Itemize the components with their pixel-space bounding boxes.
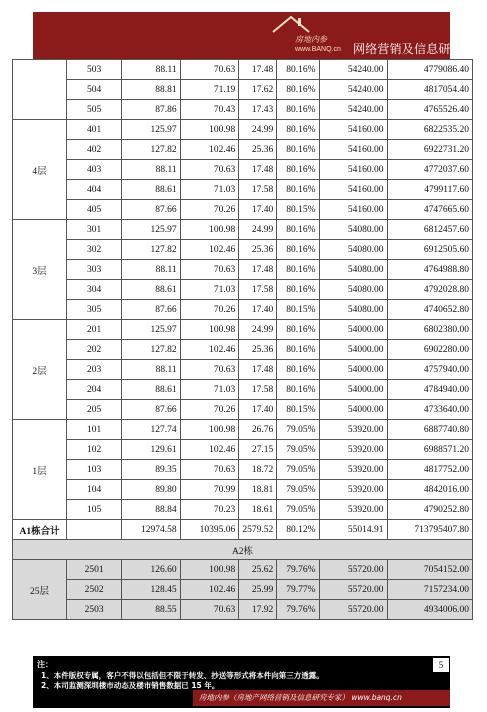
table-cell: 4733640.00	[387, 400, 473, 420]
total-cell: 10395.06	[180, 520, 239, 540]
header-banner	[33, 12, 487, 59]
unit-cell: 205	[67, 400, 122, 420]
table-cell: 88.61	[122, 380, 181, 400]
table-row	[13, 80, 473, 100]
total-label: A1栋合计	[13, 520, 67, 540]
floor-cell: 1层	[13, 420, 67, 520]
section-label: A2栋	[13, 540, 473, 560]
table-row	[13, 260, 473, 280]
unit-cell: 304	[67, 280, 122, 300]
table-cell: 54240.00	[319, 100, 387, 120]
table-cell: 102.46	[180, 140, 239, 160]
table-cell: 4740652.80	[387, 300, 473, 320]
notes-title: 注：	[37, 660, 53, 669]
floor-cell	[13, 60, 67, 120]
table-row	[13, 500, 473, 520]
table-cell: 70.63	[180, 260, 239, 280]
table-cell: 79.76%	[277, 560, 319, 580]
table-cell: 87.66	[122, 200, 181, 220]
table-cell: 80.16%	[277, 220, 319, 240]
table-cell: 54000.00	[319, 380, 387, 400]
table-cell: 4792028.80	[387, 280, 473, 300]
floor-cell: 3层	[13, 220, 67, 320]
table-cell: 6902280.00	[387, 340, 473, 360]
table-cell: 88.11	[122, 260, 181, 280]
table-cell: 87.66	[122, 300, 181, 320]
table-cell: 6887740.80	[387, 420, 473, 440]
table-cell: 4757940.00	[387, 360, 473, 380]
table-cell: 127.82	[122, 140, 181, 160]
floor-cell: 25层	[13, 560, 67, 620]
table-cell: 70.63	[180, 60, 239, 80]
table-cell: 80.15%	[277, 400, 319, 420]
table-cell: 17.48	[239, 60, 277, 80]
table-cell: 70.63	[180, 360, 239, 380]
table-cell: 25.36	[239, 140, 277, 160]
table-cell: 54160.00	[319, 180, 387, 200]
total-cell: 713795407.80	[387, 520, 473, 540]
unit-cell: 505	[67, 100, 122, 120]
table-cell: 70.26	[180, 200, 239, 220]
table-cell: 126.60	[122, 560, 181, 580]
table-cell: 88.81	[122, 80, 181, 100]
table-cell: 6922731.20	[387, 140, 473, 160]
table-cell: 54080.00	[319, 220, 387, 240]
table-cell: 125.97	[122, 220, 181, 240]
table-cell: 18.81	[239, 480, 277, 500]
table-row	[13, 60, 473, 80]
table-cell: 79.05%	[277, 440, 319, 460]
table-cell: 70.43	[180, 100, 239, 120]
table-cell: 80.16%	[277, 160, 319, 180]
unit-cell: 301	[67, 220, 122, 240]
table-cell: 80.16%	[277, 100, 319, 120]
table-cell: 80.16%	[277, 80, 319, 100]
table-cell: 80.16%	[277, 280, 319, 300]
table-cell: 80.16%	[277, 240, 319, 260]
table-cell: 53920.00	[319, 440, 387, 460]
table-cell: 100.98	[180, 320, 239, 340]
table-body-a1	[13, 60, 473, 520]
table-row	[13, 600, 473, 620]
table-cell: 88.61	[122, 180, 181, 200]
table-cell: 4765526.40	[387, 100, 473, 120]
table-cell: 17.58	[239, 280, 277, 300]
table-cell: 24.99	[239, 320, 277, 340]
table-cell: 55720.00	[319, 560, 387, 580]
unit-cell: 401	[67, 120, 122, 140]
table-cell: 6812457.60	[387, 220, 473, 240]
table-cell: 127.74	[122, 420, 181, 440]
table-cell: 79.05%	[277, 480, 319, 500]
table-cell: 24.99	[239, 220, 277, 240]
footer-bar-text: 房地内参（房地产网络营销及信息研究专家） www.banq.cn	[199, 693, 402, 702]
table-cell: 18.61	[239, 500, 277, 520]
table-cell: 100.98	[180, 120, 239, 140]
table-cell: 87.86	[122, 100, 181, 120]
table-cell: 70.26	[180, 300, 239, 320]
table-cell: 17.40	[239, 300, 277, 320]
table-cell: 70.23	[180, 500, 239, 520]
table-cell: 54080.00	[319, 280, 387, 300]
note-2: 2、本司监测深圳楼市动态及楼市销售数据已 15 年。	[41, 681, 220, 690]
total-cell: 55014.91	[319, 520, 387, 540]
table-body-a2	[13, 560, 473, 620]
table-cell: 17.62	[239, 80, 277, 100]
table-row	[13, 300, 473, 320]
table-cell: 54240.00	[319, 80, 387, 100]
table-cell: 128.45	[122, 580, 181, 600]
table-cell: 127.82	[122, 240, 181, 260]
table-cell: 17.48	[239, 360, 277, 380]
table-cell: 54000.00	[319, 320, 387, 340]
unit-cell: 203	[67, 360, 122, 380]
unit-cell: 303	[67, 260, 122, 280]
table-row	[13, 580, 473, 600]
table-total	[13, 520, 473, 560]
table-cell: 4779086.40	[387, 60, 473, 80]
table-cell: 70.63	[180, 160, 239, 180]
table-cell: 6988571.20	[387, 440, 473, 460]
table-row	[13, 180, 473, 200]
table-cell: 54080.00	[319, 260, 387, 280]
table-cell: 4799117.60	[387, 180, 473, 200]
unit-cell: 405	[67, 200, 122, 220]
footer	[33, 656, 450, 708]
table-cell: 88.11	[122, 360, 181, 380]
table-cell: 102.46	[180, 440, 239, 460]
table-row	[13, 460, 473, 480]
total-cell	[67, 520, 122, 540]
table-cell: 80.15%	[277, 200, 319, 220]
table-cell: 79.05%	[277, 460, 319, 480]
banner-title: 网络营销及信息研究专家	[353, 42, 487, 56]
table-cell: 7157234.00	[387, 580, 473, 600]
unit-cell: 103	[67, 460, 122, 480]
table-cell: 80.16%	[277, 120, 319, 140]
table-cell: 102.46	[180, 580, 239, 600]
floor-cell: 4层	[13, 120, 67, 220]
table-cell: 70.63	[180, 600, 239, 620]
table-row	[13, 100, 473, 120]
unit-cell: 102	[67, 440, 122, 460]
table-cell: 54000.00	[319, 360, 387, 380]
table-cell: 53920.00	[319, 480, 387, 500]
table-cell: 27.15	[239, 440, 277, 460]
table-cell: 4817752.00	[387, 460, 473, 480]
table-row	[13, 280, 473, 300]
table-cell: 80.16%	[277, 320, 319, 340]
table-cell: 54160.00	[319, 160, 387, 180]
unit-cell: 402	[67, 140, 122, 160]
table-cell: 54080.00	[319, 300, 387, 320]
table-cell: 4817054.40	[387, 80, 473, 100]
table-cell: 88.11	[122, 160, 181, 180]
table-cell: 80.16%	[277, 140, 319, 160]
unit-cell: 305	[67, 300, 122, 320]
table-row	[13, 340, 473, 360]
table-cell: 53920.00	[319, 500, 387, 520]
unit-cell: 201	[67, 320, 122, 340]
table-cell: 4747665.60	[387, 200, 473, 220]
unit-cell: 204	[67, 380, 122, 400]
note-1: 1、本件版权专属，客户不得以包括但不限于转发、抄送等形式将本件向第三方透露。	[41, 671, 324, 680]
table-cell: 70.26	[180, 400, 239, 420]
table-row	[13, 200, 473, 220]
logo-text: 房地内参	[295, 35, 327, 44]
table-cell: 6912505.60	[387, 240, 473, 260]
table-cell: 7054152.00	[387, 560, 473, 580]
table-cell: 25.36	[239, 340, 277, 360]
table-row	[13, 160, 473, 180]
table-row	[13, 480, 473, 500]
table-row	[13, 120, 473, 140]
table-cell: 79.05%	[277, 500, 319, 520]
table-cell: 100.98	[180, 220, 239, 240]
unit-cell: 503	[67, 60, 122, 80]
sales-table	[12, 59, 473, 620]
table-cell: 71.03	[180, 180, 239, 200]
logo-url: www.BANQ.cn	[295, 46, 341, 53]
table-cell: 55720.00	[319, 580, 387, 600]
table-cell: 87.66	[122, 400, 181, 420]
table-cell: 17.48	[239, 260, 277, 280]
table-cell: 127.82	[122, 340, 181, 360]
table-cell: 79.76%	[277, 600, 319, 620]
table-cell: 25.36	[239, 240, 277, 260]
footer-bar	[193, 690, 450, 706]
table-cell: 24.99	[239, 120, 277, 140]
table-cell: 17.43	[239, 100, 277, 120]
total-cell: 12974.58	[122, 520, 181, 540]
table-row	[13, 220, 473, 240]
table-cell: 71.03	[180, 280, 239, 300]
table-cell: 25.99	[239, 580, 277, 600]
unit-cell: 404	[67, 180, 122, 200]
unit-cell: 202	[67, 340, 122, 360]
table-cell: 4842016.00	[387, 480, 473, 500]
table-cell: 102.46	[180, 340, 239, 360]
total-row	[13, 520, 473, 540]
table-cell: 54080.00	[319, 240, 387, 260]
table-cell: 79.77%	[277, 580, 319, 600]
table-cell: 6802380.00	[387, 320, 473, 340]
total-cell: 2579.52	[239, 520, 277, 540]
unit-cell: 504	[67, 80, 122, 100]
table-cell: 54160.00	[319, 120, 387, 140]
table-row	[13, 420, 473, 440]
unit-cell: 2501	[67, 560, 122, 580]
table-cell: 54160.00	[319, 200, 387, 220]
table-cell: 88.11	[122, 60, 181, 80]
table-row	[13, 400, 473, 420]
unit-cell: 2503	[67, 600, 122, 620]
table-cell: 102.46	[180, 240, 239, 260]
table-cell: 25.62	[239, 560, 277, 580]
table-cell: 4784940.00	[387, 380, 473, 400]
table-row	[13, 140, 473, 160]
table-cell: 80.16%	[277, 60, 319, 80]
house-roof-icon	[271, 14, 311, 34]
unit-cell: 101	[67, 420, 122, 440]
table-cell: 125.97	[122, 320, 181, 340]
unit-cell: 104	[67, 480, 122, 500]
table-cell: 6822535.20	[387, 120, 473, 140]
table-cell: 80.16%	[277, 380, 319, 400]
section-row	[13, 540, 473, 560]
table-cell: 88.55	[122, 600, 181, 620]
table-cell: 80.16%	[277, 340, 319, 360]
table-cell: 79.05%	[277, 420, 319, 440]
unit-cell: 302	[67, 240, 122, 260]
table-cell: 17.92	[239, 600, 277, 620]
table-cell: 89.80	[122, 480, 181, 500]
table-cell: 4764988.80	[387, 260, 473, 280]
total-cell: 80.12%	[277, 520, 319, 540]
table-cell: 80.16%	[277, 260, 319, 280]
table-cell: 125.97	[122, 120, 181, 140]
table-cell: 54000.00	[319, 340, 387, 360]
table-cell: 100.98	[180, 420, 239, 440]
table-row	[13, 240, 473, 260]
table-cell: 55720.00	[319, 600, 387, 620]
table-cell: 17.58	[239, 180, 277, 200]
table-cell: 71.03	[180, 380, 239, 400]
table-row	[13, 560, 473, 580]
table-row	[13, 320, 473, 340]
table-cell: 54000.00	[319, 400, 387, 420]
table-row	[13, 380, 473, 400]
table-cell: 80.15%	[277, 300, 319, 320]
table-cell: 70.63	[180, 460, 239, 480]
table-cell: 54240.00	[319, 60, 387, 80]
table-cell: 4772037.60	[387, 160, 473, 180]
table-cell: 17.40	[239, 400, 277, 420]
table-cell: 18.72	[239, 460, 277, 480]
table-row	[13, 440, 473, 460]
table-cell: 17.40	[239, 200, 277, 220]
table-cell: 89.35	[122, 460, 181, 480]
table-cell: 53920.00	[319, 460, 387, 480]
table-cell: 100.98	[180, 560, 239, 580]
table-cell: 88.61	[122, 280, 181, 300]
table-cell: 80.16%	[277, 180, 319, 200]
unit-cell: 105	[67, 500, 122, 520]
table-cell: 71.19	[180, 80, 239, 100]
page-number: 5	[433, 658, 449, 672]
unit-cell: 2502	[67, 580, 122, 600]
table-cell: 17.58	[239, 380, 277, 400]
floor-cell: 2层	[13, 320, 67, 420]
table-cell: 4790252.80	[387, 500, 473, 520]
table-cell: 4934006.00	[387, 600, 473, 620]
table-row	[13, 360, 473, 380]
table-cell: 129.61	[122, 440, 181, 460]
table-cell: 17.48	[239, 160, 277, 180]
table-cell: 80.16%	[277, 360, 319, 380]
table-cell: 53920.00	[319, 420, 387, 440]
table-cell: 70.99	[180, 480, 239, 500]
table-cell: 88.84	[122, 500, 181, 520]
table-cell: 54160.00	[319, 140, 387, 160]
unit-cell: 403	[67, 160, 122, 180]
table-cell: 26.76	[239, 420, 277, 440]
